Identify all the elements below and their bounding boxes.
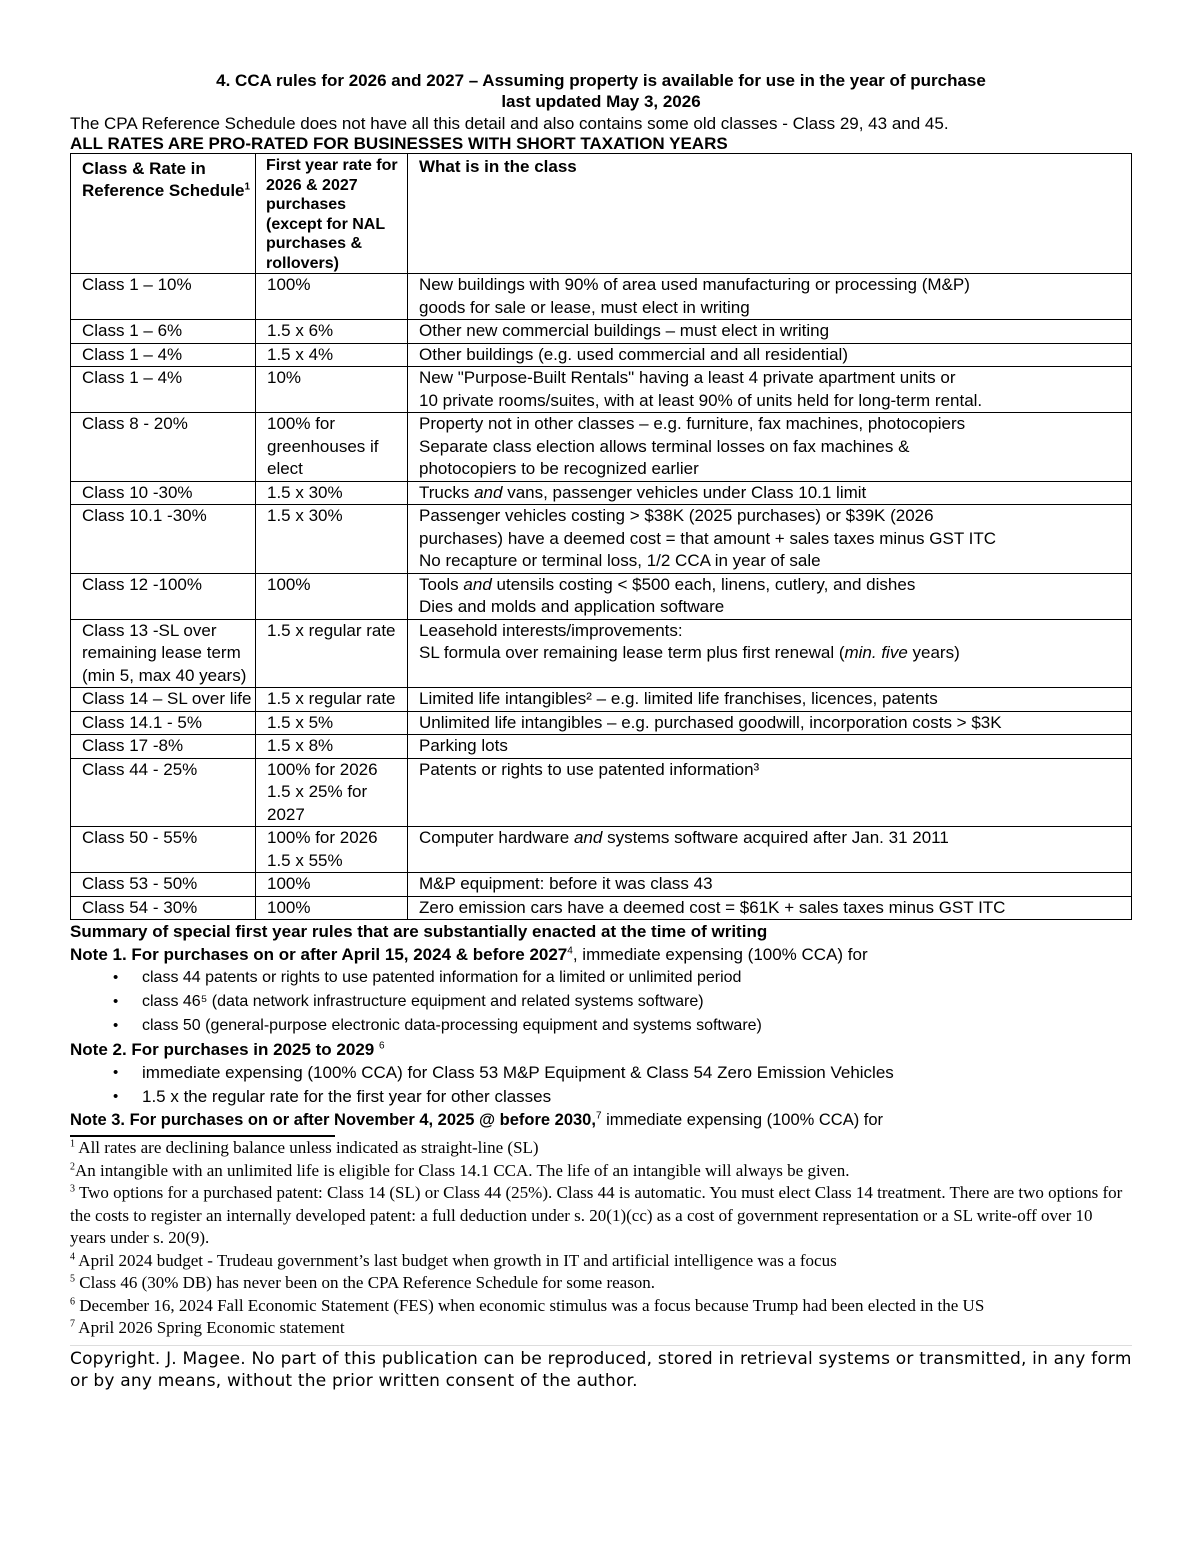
- footnote-ref: 1: [244, 181, 251, 193]
- description-line: Leasehold interests/improvements:: [419, 620, 683, 640]
- cell-first-year-rate: 1.5 x 30%: [256, 481, 408, 505]
- cell-class-rate: Class 54 - 30%: [71, 896, 256, 920]
- table-row: [71, 413, 1132, 482]
- footnote-number: 2: [70, 1160, 75, 1172]
- footnote-number: 1: [70, 1138, 75, 1150]
- title-line-2: last updated May 3, 2026: [501, 92, 701, 111]
- description-line: Tools and utensils costing < $500 each, linens, cutlery, and dishes: [419, 574, 916, 594]
- cell-class-rate: Class 1 – 4%: [71, 343, 256, 367]
- cell-class-rate: Class 1 – 4%: [71, 367, 256, 413]
- description-line: Unlimited life intangibles – e.g. purchased goodwill, incorporation costs > $3K: [419, 712, 1002, 732]
- footnote-text: Two options for a purchased patent: Class 14 (SL) or Class 44 (25%). Class 44 is automatic. You must elect Class 14 treatment. There are two options for the costs to register an internally developed patent: a full deduction under s. 20(1)(cc) as a cost of government representation or a SL write-off over 10 years under s. 20(9).: [70, 1183, 1123, 1247]
- cell-description: [408, 274, 1132, 320]
- cell-description: [408, 481, 1132, 505]
- table-row: [71, 688, 1132, 712]
- cell-first-year-rate: 100%: [256, 896, 408, 920]
- table-row: [71, 735, 1132, 759]
- bullet-icon: •: [113, 1064, 119, 1081]
- bullet-icon: •: [113, 1088, 119, 1105]
- cell-first-year-rate: 100% for greenhouses if elect: [256, 413, 408, 482]
- description-line: Parking lots: [419, 736, 508, 755]
- description-line: Other buildings (e.g. used commercial and all residential): [419, 344, 848, 364]
- cell-class-rate: Class 12 -100%: [71, 573, 256, 619]
- cell-first-year-rate: 1.5 x 4%: [256, 343, 408, 367]
- note-3: Note 3. For purchases on or after November 4, 2025 @ before 2030,$^7$ immediate expensing (100% CCA) for: [70, 1110, 884, 1129]
- footnotes: [70, 1137, 1132, 1340]
- description-line: No recapture or terminal loss, 1/2 CCA in year of sale: [419, 551, 821, 570]
- description-line: goods for sale or lease, must elect in writing: [419, 297, 750, 317]
- footnote-5: [70, 1272, 1132, 1295]
- cell-description: [408, 413, 1132, 482]
- footnote-3: [70, 1182, 1132, 1250]
- description-line: SL formula over remaining lease term plus first renewal (min. five years): [419, 643, 960, 662]
- footnote-number: 3: [70, 1183, 75, 1195]
- document-title: [70, 70, 1132, 112]
- cell-first-year-rate: 100% for 2026 1.5 x 25% for 2027: [256, 758, 408, 827]
- document-page: [70, 70, 1132, 1392]
- footnote-text: December 16, 2024 Fall Economic Statement (FES) when economic stimulus was a focus because Trump had been elected in the US: [75, 1295, 985, 1315]
- cell-first-year-rate: 1.5 x 8%: [256, 735, 408, 759]
- header-what-in-class: What is in the class: [408, 154, 1132, 274]
- cell-description: [408, 711, 1132, 735]
- cell-description: [408, 827, 1132, 873]
- table-header-row: [71, 154, 1132, 274]
- note-1: Note 1. For purchases on or after April 15, 2024 & before 2027$^4$, immediate expensing (100% CCA) for: [70, 945, 868, 964]
- footnote-number: 5: [70, 1273, 75, 1285]
- description-line: Limited life intangibles² – e.g. limited life franchises, licences, patents: [419, 689, 938, 708]
- cell-class-rate: Class 10.1 -30%: [71, 505, 256, 574]
- description-line: Trucks and vans, passenger vehicles under Class 10.1 limit: [419, 482, 867, 502]
- footnote-text: Class 46 (30% DB) has never been on the CPA Reference Schedule for some reason.: [75, 1273, 656, 1292]
- table-row: [71, 343, 1132, 367]
- bullet-icon: •: [113, 969, 119, 986]
- description-line: Zero emission cars have a deemed cost = $61K + sales taxes minus GST ITC: [419, 897, 1006, 917]
- cca-classes-table: [70, 153, 1132, 920]
- copyright-notice: Copyright. J. Magee. No part of this publication can be reproduced, stored in retrieval systems or transmitted, in any form or by any means, without the prior written consent of the author.: [70, 1345, 1132, 1392]
- cell-first-year-rate: 1.5 x 6%: [256, 320, 408, 344]
- cell-class-rate: Class 44 - 25%: [71, 758, 256, 827]
- description-line: New "Purpose-Built Rentals" having a least 4 private apartment units or: [419, 368, 956, 387]
- cell-description: [408, 896, 1132, 920]
- cell-class-rate: Class 1 – 6%: [71, 320, 256, 344]
- footnote-text: April 2026 Spring Economic statement: [75, 1318, 345, 1337]
- description-line: 10 private rooms/suites, with at least 90% of units held for long-term rental.: [419, 390, 983, 410]
- cell-first-year-rate: 100%: [256, 573, 408, 619]
- note-2: Note 2. For purchases in 2025 to 2029 $^6$: [70, 1040, 385, 1059]
- footnote-1: [70, 1137, 1132, 1160]
- description-line: Passenger vehicles costing > $38K (2025 purchases) or $39K (2026: [419, 506, 934, 525]
- description-line: purchases) have a deemed cost = that amount + sales taxes minus GST ITC: [419, 528, 997, 548]
- cell-description: [408, 573, 1132, 619]
- table-row: [71, 896, 1132, 920]
- cell-class-rate: Class 14 – SL over life: [71, 688, 256, 712]
- cell-class-rate: Class 8 - 20%: [71, 413, 256, 482]
- description-line: Dies and molds and application software: [419, 597, 725, 616]
- cell-class-rate: Class 53 - 50%: [71, 873, 256, 897]
- note-1-list: [70, 966, 1132, 1038]
- cell-class-rate: Class 50 - 55%: [71, 827, 256, 873]
- description-line: M&P equipment: before it was class 43: [419, 874, 713, 893]
- footnote-7: [70, 1317, 1132, 1340]
- description-line: Property not in other classes – e.g. furniture, fax machines, photocopiers: [419, 414, 966, 433]
- table-row: [71, 481, 1132, 505]
- cell-description: [408, 758, 1132, 827]
- list-item: • class 46⁵ (data network infrastructure equipment and related systems software): [70, 990, 1132, 1014]
- footnote-number: 6: [70, 1295, 75, 1307]
- cell-description: [408, 343, 1132, 367]
- table-row: [71, 827, 1132, 873]
- header-class-rate: Class & Rate in Reference Schedule$^1$: [71, 154, 256, 274]
- cell-first-year-rate: 100% for 2026 1.5 x 55%: [256, 827, 408, 873]
- footnote-4: [70, 1250, 1132, 1273]
- list-item: • immediate expensing (100% CCA) for Class 53 M&P Equipment & Class 54 Zero Emission Vehicles: [70, 1061, 1132, 1085]
- footnote-6: [70, 1295, 1132, 1318]
- list-item: • 1.5 x the regular rate for the first year for other classes: [70, 1085, 1132, 1109]
- title-line-1: 4. CCA rules for 2026 and 2027 – Assuming property is available for use in the year of purchase: [216, 71, 986, 90]
- table-row: [71, 505, 1132, 574]
- cell-first-year-rate: 100%: [256, 873, 408, 897]
- description-line: New buildings with 90% of area used manufacturing or processing (M&P): [419, 275, 970, 294]
- cell-class-rate: Class 17 -8%: [71, 735, 256, 759]
- intro-text: The CPA Reference Schedule does not have all this detail and also contains some old classes - Class 29, 43 and 45.: [70, 114, 949, 133]
- list-item: • class 44 patents or rights to use patented information for a limited or unlimited period: [70, 966, 1132, 990]
- table-row: [71, 573, 1132, 619]
- list-item: • class 50 (general-purpose electronic data-processing equipment and systems software): [70, 1014, 1132, 1038]
- cell-description: [408, 367, 1132, 413]
- cell-first-year-rate: 100%: [256, 274, 408, 320]
- cell-first-year-rate: 1.5 x regular rate: [256, 688, 408, 712]
- cell-class-rate: Class 10 -30%: [71, 481, 256, 505]
- cell-first-year-rate: 10%: [256, 367, 408, 413]
- table-row: [71, 711, 1132, 735]
- footnote-text: All rates are declining balance unless indicated as straight-line (SL): [75, 1138, 539, 1157]
- footnote-text: April 2024 budget - Trudeau government’s last budget when growth in IT and artificial intelligence was a focus: [75, 1250, 837, 1270]
- cell-description: [408, 505, 1132, 574]
- table-body: [71, 274, 1132, 920]
- cell-class-rate: Class 1 – 10%: [71, 274, 256, 320]
- footnote-number: 4: [70, 1250, 75, 1262]
- cell-first-year-rate: 1.5 x regular rate: [256, 619, 408, 688]
- footnote-2: [70, 1160, 1132, 1183]
- cell-description: [408, 873, 1132, 897]
- footnote-text: An intangible with an unlimited life is eligible for Class 14.1 CCA. The life of an intangible will always be given.: [75, 1160, 850, 1180]
- cell-first-year-rate: 1.5 x 30%: [256, 505, 408, 574]
- description-line: Separate class election allows terminal losses on fax machines &: [419, 436, 910, 456]
- bullet-icon: •: [113, 1017, 119, 1034]
- cell-description: [408, 619, 1132, 688]
- table-row: [71, 274, 1132, 320]
- note-2-list: [70, 1061, 1132, 1109]
- description-line: photocopiers to be recognized earlier: [419, 459, 699, 478]
- summary-heading: Summary of special first year rules that are substantially enacted at the time of writing: [70, 922, 768, 941]
- cell-first-year-rate: 1.5 x 5%: [256, 711, 408, 735]
- footnote-number: 7: [70, 1318, 75, 1330]
- table-row: [71, 619, 1132, 688]
- cell-description: [408, 688, 1132, 712]
- description-line: Computer hardware and systems software acquired after Jan. 31 2011: [419, 828, 949, 847]
- table-row: [71, 758, 1132, 827]
- cell-description: [408, 320, 1132, 344]
- table-row: [71, 873, 1132, 897]
- cell-class-rate: Class 14.1 - 5%: [71, 711, 256, 735]
- description-line: Patents or rights to use patented information³: [419, 759, 760, 779]
- table-row: [71, 367, 1132, 413]
- description-line: Other new commercial buildings – must elect in writing: [419, 321, 830, 340]
- header-first-year-rate: First year rate for 2026 & 2027 purchases (except for NAL purchases & rollovers): [256, 154, 408, 274]
- table-row: [71, 320, 1132, 344]
- all-rates-notice: ALL RATES ARE PRO-RATED FOR BUSINESSES WITH SHORT TAXATION YEARS: [70, 134, 728, 153]
- cell-description: [408, 735, 1132, 759]
- bullet-icon: •: [113, 993, 119, 1010]
- cell-class-rate: Class 13 -SL over remaining lease term (min 5, max 40 years): [71, 619, 256, 688]
